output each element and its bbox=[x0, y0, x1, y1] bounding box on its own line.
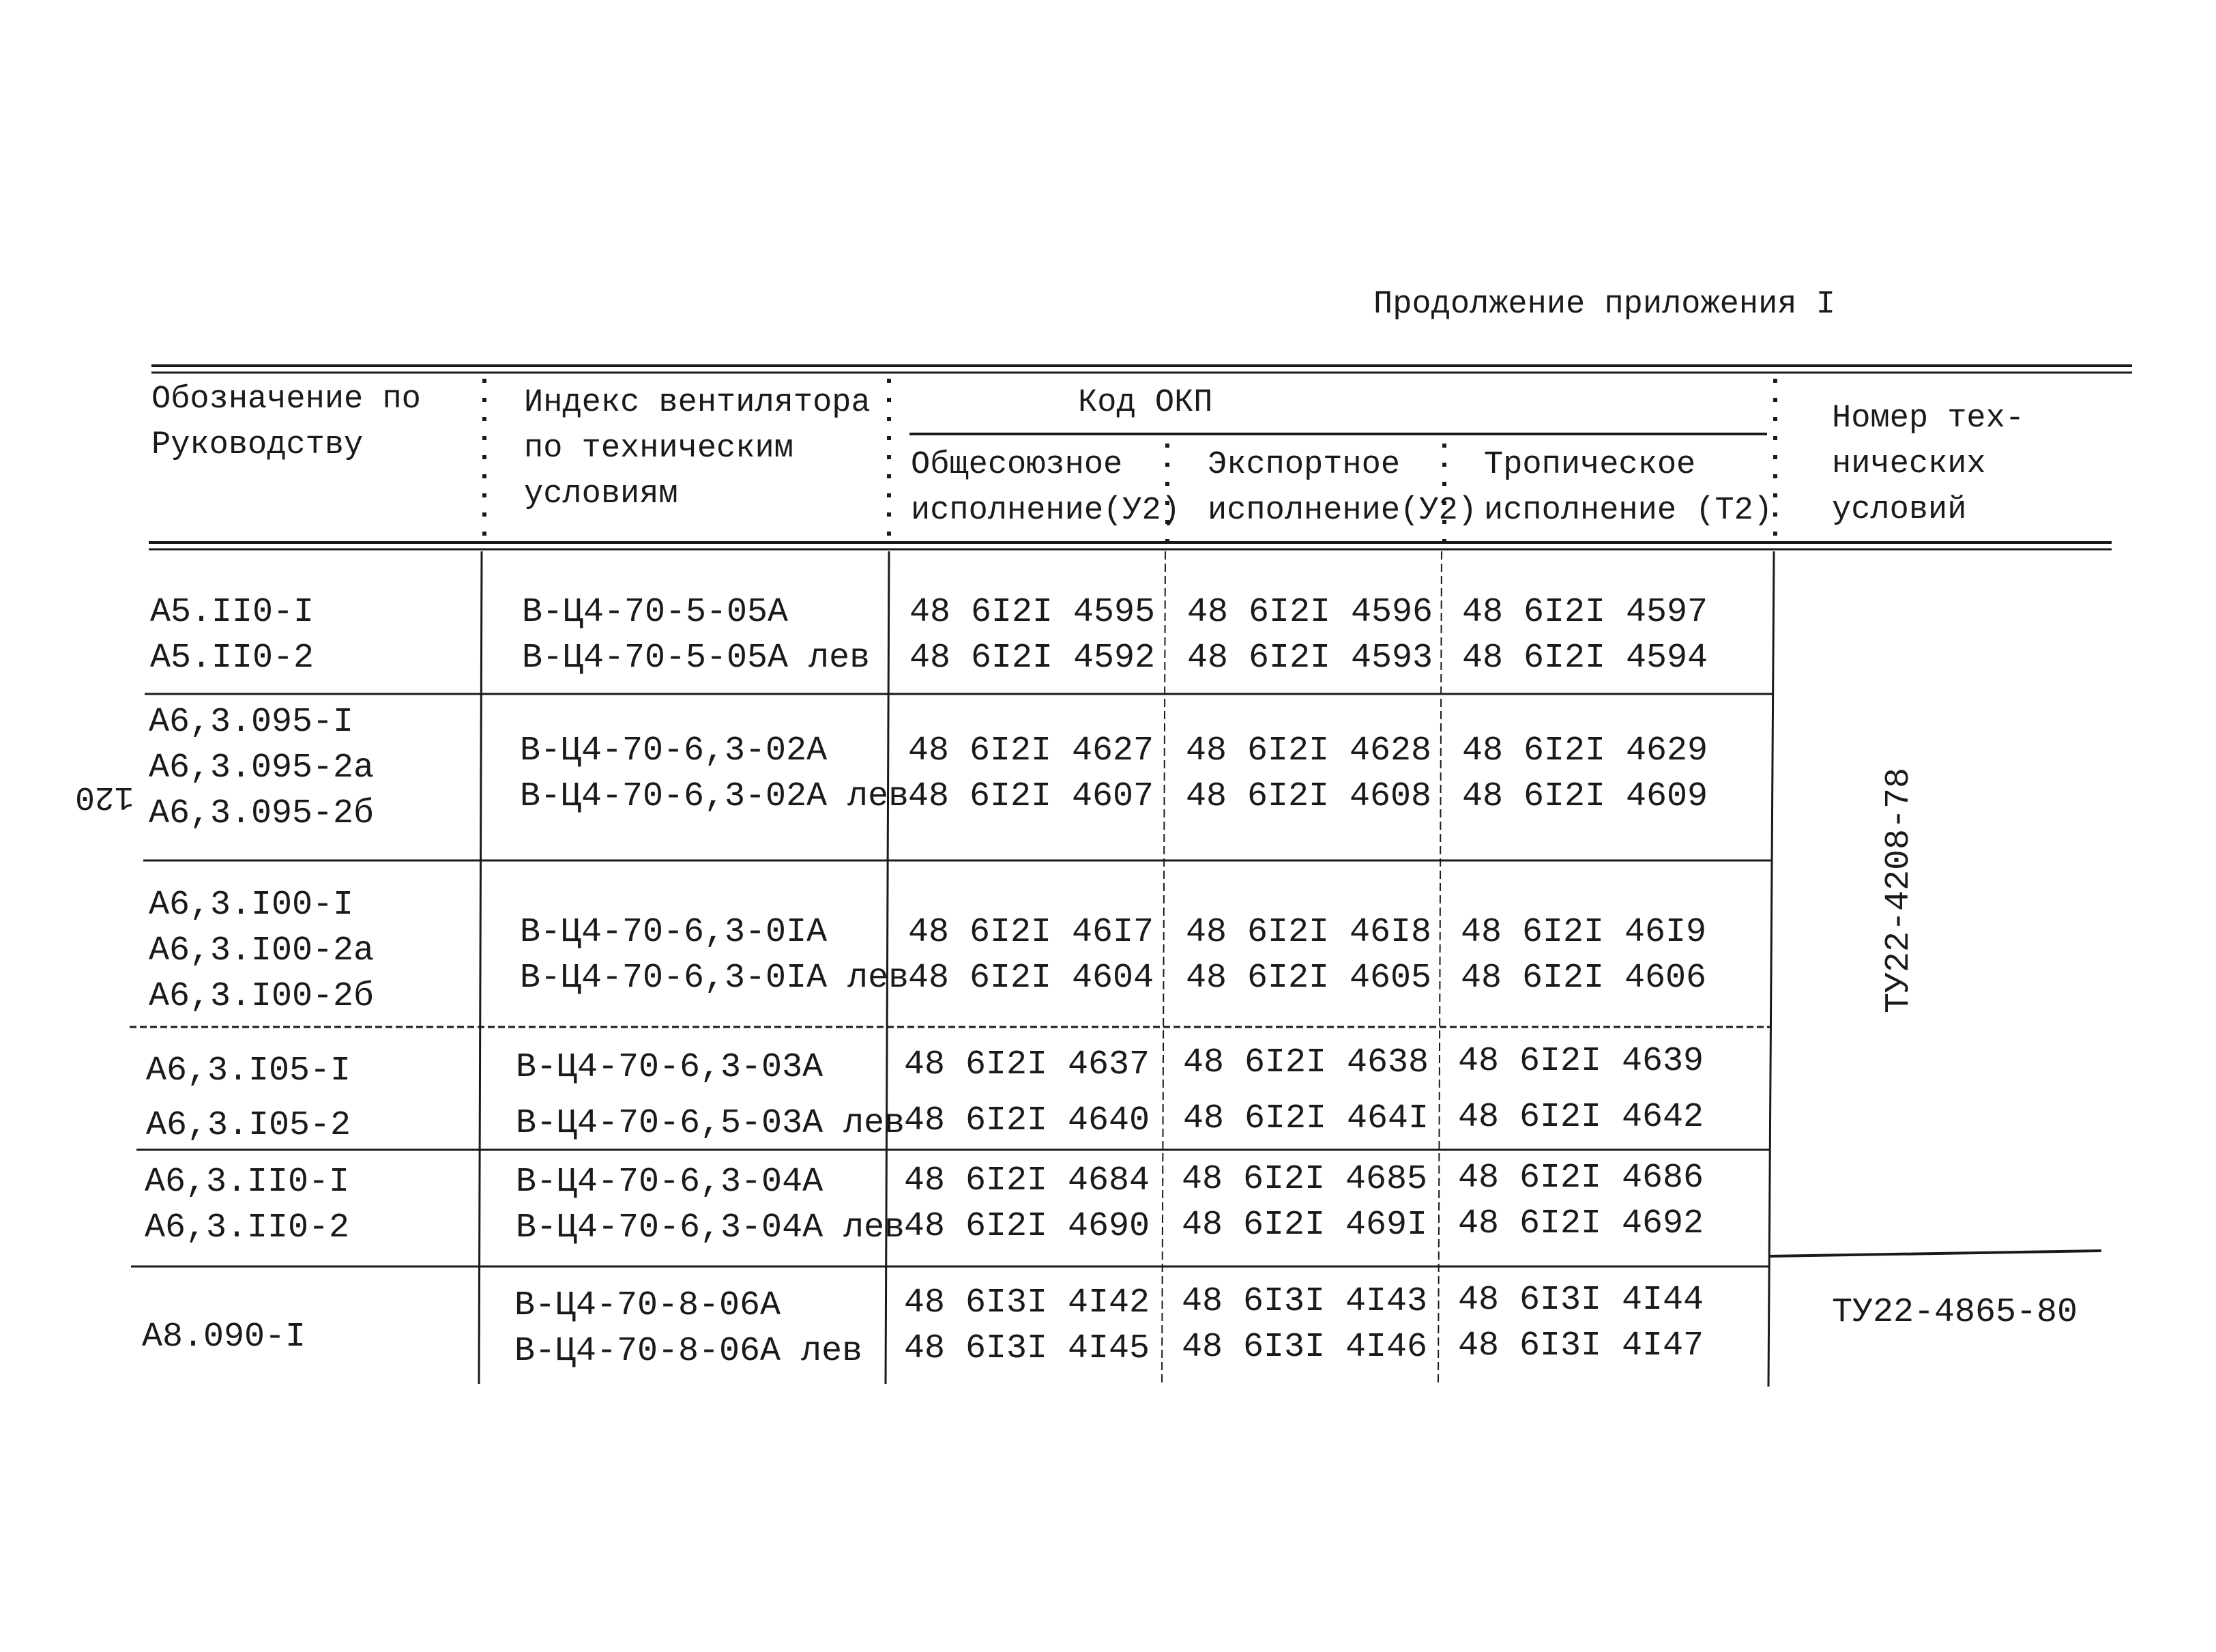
designation-line: А8.090-I bbox=[142, 1318, 306, 1357]
okp-code: 48 6I2I 4627 bbox=[908, 731, 1154, 770]
tropical-code-cell bbox=[1462, 728, 1708, 820]
fan-index-line: В-Ц4-70-6,5-03А лев bbox=[516, 1104, 905, 1143]
designation-cell bbox=[150, 590, 314, 681]
designation-line: А6,3.I05-2 bbox=[146, 1106, 351, 1145]
okp-code: 48 6I2I 4595 bbox=[909, 593, 1156, 632]
tu-number: ТУ22-4865-80 bbox=[1832, 1293, 2078, 1332]
general-code-cell bbox=[904, 1280, 1150, 1372]
designation-line: А6,3.095-2б bbox=[149, 794, 375, 833]
header-designation-line: Руководству bbox=[151, 427, 364, 463]
okp-code: 48 6I2I 4686 bbox=[1458, 1159, 1704, 1198]
general-code-cell bbox=[904, 1158, 1150, 1249]
designation-cell bbox=[142, 1314, 306, 1360]
okp-code: 48 6I2I 469I bbox=[1182, 1206, 1428, 1245]
fan-index-line: В-Ц4-70-5-05А bbox=[522, 593, 789, 632]
designation-line: А6,3.095-2а bbox=[149, 749, 375, 787]
designation-line: А5.II0-I bbox=[150, 593, 315, 632]
fan-index-line: В-Ц4-70-8-06А лев bbox=[514, 1332, 863, 1371]
okp-code: 48 6I2I 4596 bbox=[1187, 593, 1433, 632]
fan-index-line: В-Ц4-70-6,3-02А лев bbox=[520, 777, 909, 816]
fan-index-line: В-Ц4-70-6,3-02А bbox=[520, 731, 828, 770]
header-tu-number-line: нических bbox=[1832, 446, 1986, 482]
okp-code: 48 6I2I 4593 bbox=[1187, 639, 1433, 678]
export-code-cell bbox=[1186, 728, 1431, 820]
tropical-code-cell bbox=[1458, 1034, 1704, 1146]
okp-code: 48 6I2I 4629 bbox=[1462, 731, 1708, 770]
designation-cell bbox=[145, 1159, 349, 1251]
okp-code: 48 6I2I 46I7 bbox=[908, 913, 1154, 952]
okp-code: 48 6I2I 4640 bbox=[904, 1101, 1150, 1140]
header-fan-index-line: условиям bbox=[524, 476, 678, 512]
header-tropical-line: Тропическое bbox=[1484, 447, 1696, 483]
designation-line: А6,3.I00-2б bbox=[149, 977, 375, 1016]
okp-code: 48 6I2I 4690 bbox=[904, 1207, 1150, 1246]
general-code-cell bbox=[909, 590, 1155, 681]
general-code-cell bbox=[904, 1037, 1150, 1149]
tropical-code-cell bbox=[1461, 910, 1706, 1001]
okp-code: 48 6I2I 4609 bbox=[1462, 777, 1708, 816]
designation-line: А6,3.I00-2а bbox=[149, 931, 375, 970]
fan-index-line: В-Ц4-70-6,3-0IА bbox=[520, 913, 828, 952]
okp-code: 48 6I2I 4597 bbox=[1462, 593, 1708, 632]
fan-index-line: В-Ц4-70-8-06А bbox=[514, 1286, 781, 1325]
designation-line: А5.II0-2 bbox=[150, 639, 315, 678]
export-code-cell bbox=[1183, 1035, 1429, 1147]
header-general-line: исполнение(У2) bbox=[911, 493, 1180, 529]
margin-page-number: 120 bbox=[75, 778, 134, 815]
designation-line: А6,3.I00-I bbox=[149, 886, 354, 925]
okp-code: 48 6I2I 4684 bbox=[904, 1161, 1150, 1200]
designation-cell bbox=[146, 1044, 351, 1153]
tropical-code-cell bbox=[1462, 590, 1708, 681]
okp-code: 48 6I2I 4639 bbox=[1458, 1042, 1704, 1081]
fan-index-cell bbox=[522, 590, 870, 681]
okp-code: 48 6I2I 4604 bbox=[908, 959, 1154, 998]
header-fan-index-line: Индекс вентилятора bbox=[524, 385, 871, 421]
okp-code: 48 6I2I 4685 bbox=[1182, 1160, 1428, 1199]
okp-code: 48 6I2I 4608 bbox=[1186, 777, 1432, 816]
export-code-cell bbox=[1182, 1279, 1427, 1370]
fan-index-line: В-Ц4-70-6,3-0IА лев bbox=[520, 959, 909, 998]
tu-number-vertical: ТУ22-4208-78 bbox=[1880, 767, 1919, 1014]
fan-index-cell bbox=[520, 910, 909, 1001]
header-okp-code: Код ОКП bbox=[1078, 385, 1213, 421]
tropical-code-cell bbox=[1458, 1155, 1704, 1247]
header-export-line: исполнение(У2) bbox=[1208, 493, 1477, 529]
okp-code: 48 6I2I 4605 bbox=[1186, 959, 1432, 998]
designation-line: А6,3.II0-I bbox=[145, 1163, 350, 1202]
designation-cell bbox=[149, 882, 374, 1019]
fan-index-line: В-Ц4-70-6,3-04А bbox=[516, 1163, 823, 1202]
header-tu-number bbox=[1832, 396, 2024, 533]
fan-index-line: В-Ц4-70-6,3-03А bbox=[516, 1048, 823, 1087]
header-tropical bbox=[1484, 442, 1773, 534]
fan-index-cell bbox=[516, 1040, 905, 1152]
okp-code: 48 6I2I 4692 bbox=[1458, 1204, 1704, 1243]
header-general bbox=[911, 442, 1180, 534]
okp-code: 48 6I2I 4628 bbox=[1186, 731, 1432, 770]
header-tropical-line: исполнение (Т2) bbox=[1484, 493, 1773, 529]
fan-index-cell bbox=[520, 728, 909, 820]
okp-code: 48 6I3I 4I43 bbox=[1182, 1282, 1428, 1321]
okp-code: 48 6I2I 4606 bbox=[1461, 959, 1707, 998]
header-fan-index bbox=[524, 380, 871, 517]
header-export-line: Экспортное bbox=[1208, 447, 1401, 483]
header-general-line: Общесоюзное bbox=[911, 447, 1123, 483]
designation-line: А6,3.I05-I bbox=[146, 1052, 351, 1090]
okp-code: 48 6I2I 46I8 bbox=[1186, 913, 1432, 952]
caption: Продолжение приложения I bbox=[1373, 287, 1835, 323]
header-tu-number-line: условий bbox=[1832, 492, 1967, 528]
export-code-cell bbox=[1186, 910, 1431, 1001]
okp-code: 48 6I2I 4642 bbox=[1458, 1098, 1704, 1137]
okp-code: 48 6I3I 4I44 bbox=[1458, 1281, 1704, 1320]
fan-index-line: В-Ц4-70-6,3-04А лев bbox=[516, 1208, 905, 1247]
okp-code: 48 6I3I 4I46 bbox=[1182, 1328, 1428, 1367]
general-code-cell bbox=[908, 728, 1154, 820]
okp-code: 48 6I2I 4592 bbox=[909, 639, 1156, 678]
fan-index-cell bbox=[516, 1159, 905, 1251]
okp-code: 48 6I3I 4I45 bbox=[904, 1329, 1150, 1368]
okp-code: 48 6I2I 4637 bbox=[904, 1045, 1150, 1084]
general-code-cell bbox=[908, 910, 1154, 1001]
export-code-cell bbox=[1182, 1157, 1427, 1248]
header-export bbox=[1208, 442, 1477, 534]
header-designation-line: Обозначение по bbox=[151, 381, 421, 418]
designation-line: А6,3.095-I bbox=[149, 703, 354, 742]
tropical-code-cell bbox=[1458, 1277, 1704, 1369]
okp-code: 48 6I2I 46I9 bbox=[1461, 913, 1707, 952]
okp-code: 48 6I2I 4607 bbox=[908, 777, 1154, 816]
header-fan-index-line: по техническим bbox=[524, 431, 793, 467]
okp-code: 48 6I3I 4I42 bbox=[904, 1284, 1150, 1322]
okp-code: 48 6I2I 464I bbox=[1183, 1099, 1429, 1138]
header-tu-number-line: Номер тех- bbox=[1832, 401, 2025, 437]
designation-line: А6,3.II0-2 bbox=[145, 1208, 350, 1247]
fan-index-cell bbox=[514, 1283, 862, 1374]
okp-code: 48 6I2I 4594 bbox=[1462, 639, 1708, 678]
export-code-cell bbox=[1187, 590, 1433, 681]
okp-code: 48 6I3I 4I47 bbox=[1458, 1327, 1704, 1365]
fan-index-line: В-Ц4-70-5-05А лев bbox=[522, 639, 871, 678]
header-designation bbox=[151, 377, 421, 468]
okp-code: 48 6I2I 4638 bbox=[1183, 1043, 1429, 1082]
designation-cell bbox=[149, 699, 374, 837]
